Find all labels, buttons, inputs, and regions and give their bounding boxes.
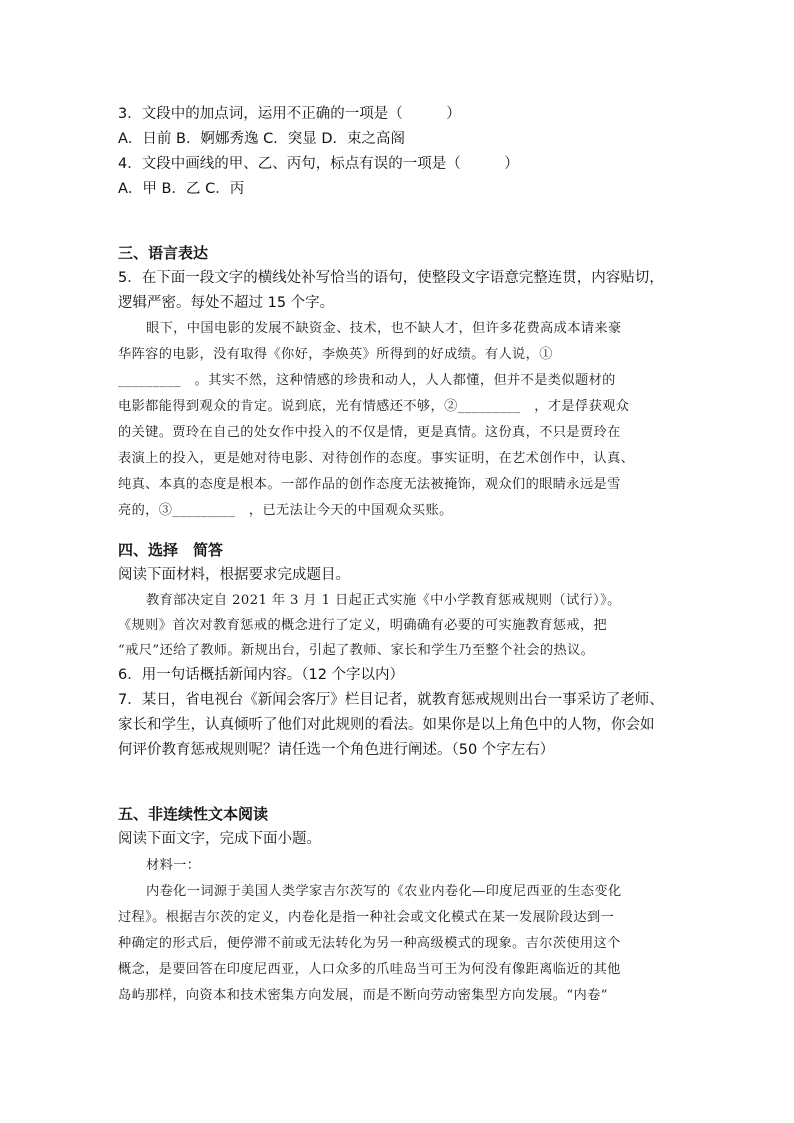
section-4-intro: 阅读下面材料，根据要求完成题目。 <box>118 567 350 583</box>
question-5-line-1: 5．在下面一段文字的横线处补写恰当的语句，使整段文字语意完整连贯，内容贴切， <box>118 270 664 286</box>
material-line: “戒尺”还给了教师。新规出台，引起了教师、家长和学生乃至整个社会的热议。 <box>118 643 595 658</box>
passage-line: 电影都能得到观众的肯定。说到底，光有情感还不够，②_________ ，才是俘获观众 <box>118 399 630 414</box>
question-4: 4．文段中画线的甲、乙、丙句，标点有误的一项是（ ） <box>118 156 519 172</box>
question-3: 3．文段中的加点词，运用不正确的一项是（ ） <box>118 106 461 122</box>
section-5-intro: 阅读下面文字，完成下面小题。 <box>118 831 321 847</box>
material-line: 种确定的形式后，便停滞不前或无法转化为另一种高级模式的现象。吉尔茨使用这个 <box>118 936 621 951</box>
passage-line: 的关键。贾玲在自己的处女作中投入的不仅是情，更是真情。这份真，不只是贾玲在 <box>118 425 621 440</box>
section-4-title: 四、选择 简答 <box>118 541 224 559</box>
question-6: 6．用一句话概括新闻内容。（12 个字以内） <box>118 667 405 683</box>
question-3-options: A．日前 B．婀娜秀逸 C．突显 D．束之高阁 <box>118 131 405 147</box>
section-3-title: 三、语言表达 <box>118 244 209 262</box>
material-line: 过程》。根据吉尔茨的定义，内卷化是指一种社会或文化模式在某一发展阶段达到一 <box>118 910 615 925</box>
material-line: 教育部决定自 2021 年 3 月 1 日起正式实施《中小学教育惩戒规则（试行）》。 <box>146 593 621 608</box>
passage-line: _________ 。其实不然，这种情感的珍贵和动人，人人都懂，但并不是类似题材的 <box>118 373 616 388</box>
question-5-line-2: 逻辑严密。每处不超过 15 个字。 <box>118 295 335 311</box>
question-7-line: 何评价教育惩戒规则呢？请任选一个角色进行阐述。（50 个字左右） <box>118 742 555 758</box>
question-4-options: A．甲 B．乙 C．丙 <box>118 181 245 197</box>
passage-line: 华阵容的电影，没有取得《你好，李焕英》所得到的好成绩。有人说，① <box>118 347 553 362</box>
passage-line: 表演上的投入，更是她对待电影、对待创作的态度。事实证明，在艺术创作中，认真、 <box>118 451 635 466</box>
question-7-line: 家长和学生，认真倾听了他们对此规则的看法。如果你是以上角色中的人物，你会如 <box>118 717 655 733</box>
section-5-title: 五、非连续性文本阅读 <box>118 805 269 823</box>
material-line: 岛屿那样，向资本和技术密集方向发展，而是不断向劳动密集型方向发展。“内卷” <box>118 988 608 1003</box>
passage-line: 眼下，中国电影的发展不缺资金、技术，也不缺人才，但许多花费高成本请来豪 <box>146 321 622 336</box>
passage-line: 纯真、本真的态度是根本。一部作品的创作态度无法被掩饰，观众们的眼睛永远是雪 <box>118 477 621 492</box>
material-label: 材料一： <box>146 858 201 873</box>
material-line: 概念，是要回答在印度尼西亚，人口众多的爪哇岛当可王为何没有像距离临近的其他 <box>118 962 621 977</box>
material-line: 内卷化一词源于美国人类学家吉尔茨写的《农业内卷化—印度尼西亚的生态变化 <box>146 884 622 899</box>
question-7-line: 7．某日，省电视台《新闻会客厅》栏目记者，就教育惩戒规则出台一事采访了老师、 <box>118 692 664 708</box>
material-line: 《规则》首次对教育惩戒的概念进行了定义，明确确有必要的可实施教育惩戒，把 <box>118 618 608 633</box>
passage-line: 亮的，③_________ ，已无法让今天的中国观众买账。 <box>118 503 453 518</box>
